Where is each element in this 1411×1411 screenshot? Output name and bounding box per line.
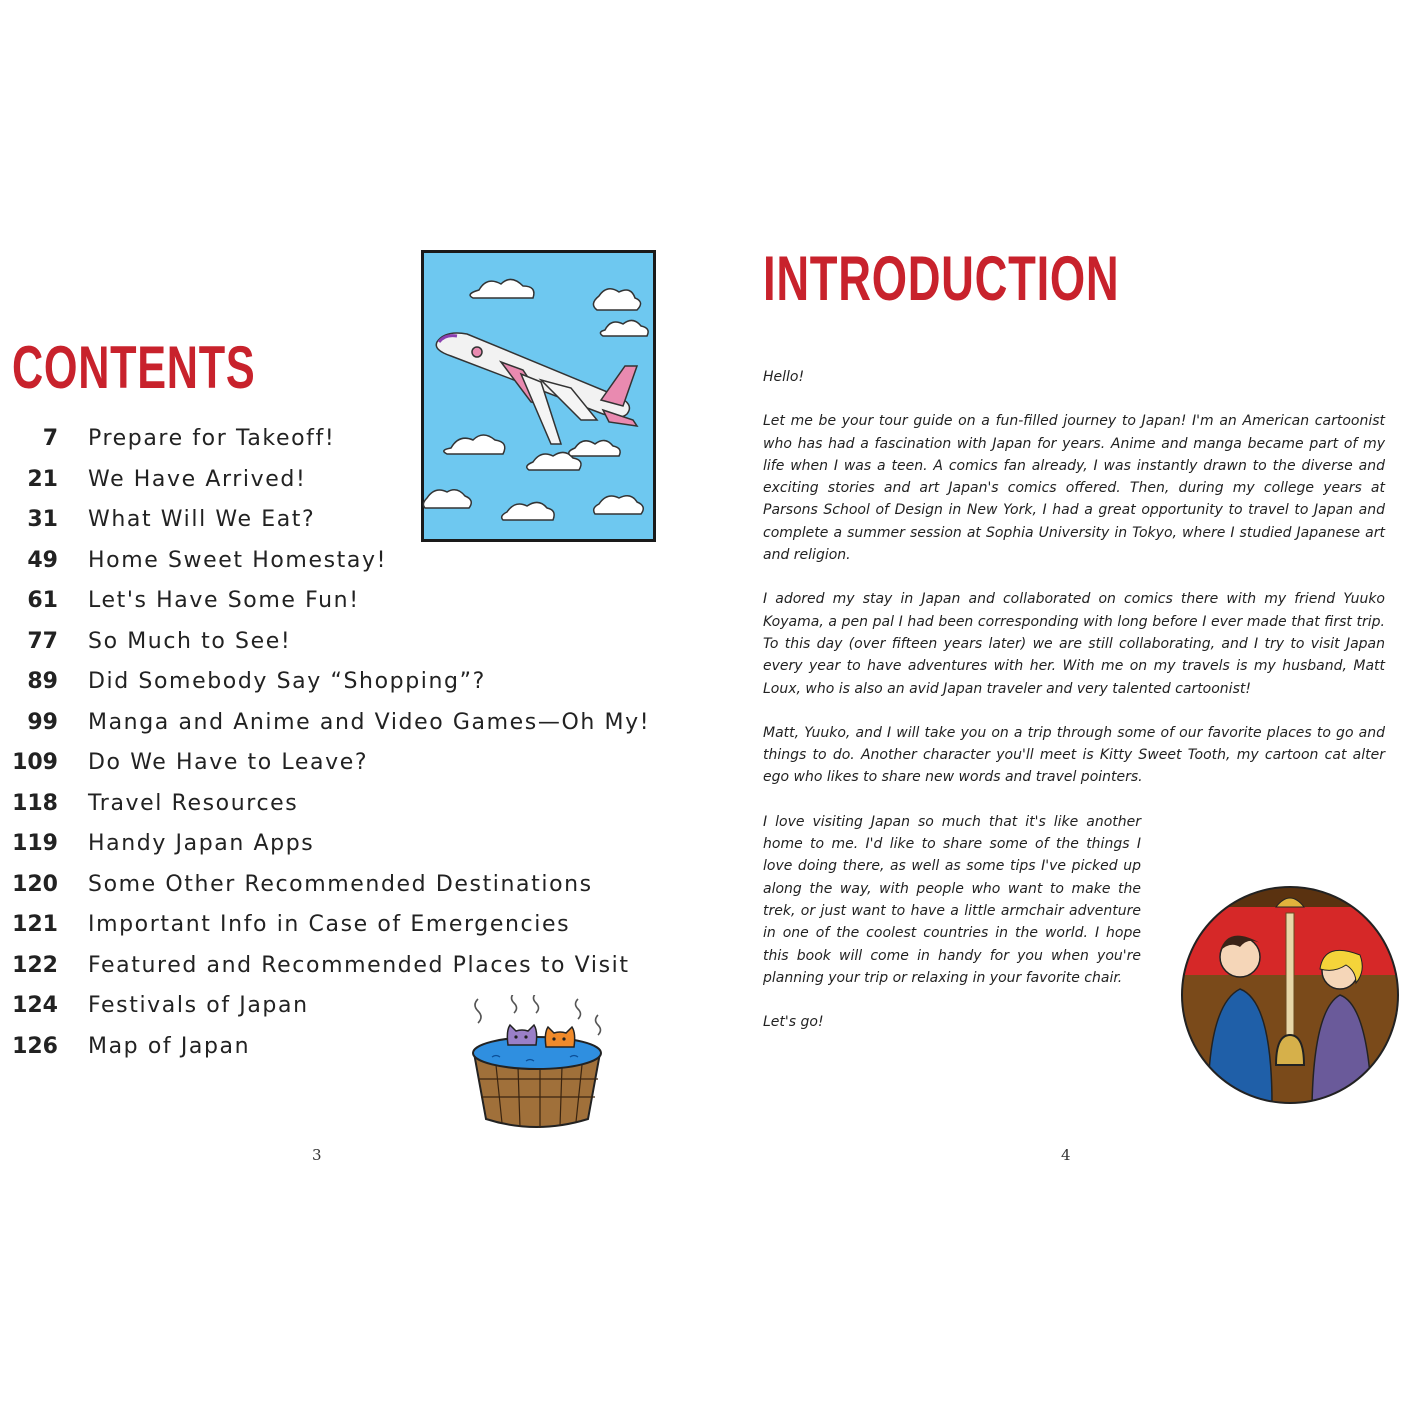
toc-page-number: 89	[27, 669, 58, 694]
toc-chapter-title: Some Other Recommended Destinations	[88, 871, 593, 897]
cat-icon	[545, 1027, 574, 1047]
toc-chapter-title: Let's Have Some Fun!	[88, 588, 360, 613]
steam-icon	[475, 995, 601, 1035]
page-number: 4	[1061, 1146, 1071, 1164]
paragraph: Matt, Yuuko, and I will take you on a trip through some of our favorite places to go and things to do. Another character you'll meet is Kitty Sweet Tooth, my cartoon cat alter ego who likes to share new words and travel pointers.	[763, 724, 1385, 786]
introduction-page	[705, 0, 1411, 1411]
contents-page	[0, 0, 705, 1411]
toc-page-number: 118	[12, 790, 58, 816]
cat-icon	[507, 1025, 536, 1045]
toc-chapter-title: Do We Have to Leave?	[88, 750, 369, 775]
paragraph: Let's go!	[763, 1014, 824, 1031]
toc-chapter-title: Map of Japan	[88, 1033, 251, 1059]
toc-chapter-title: Prepare for Takeoff!	[88, 426, 336, 451]
introduction-heading: INTRODUCTION	[763, 244, 1120, 314]
toc-page-number: 109	[12, 750, 58, 775]
toc-page-number: 21	[27, 466, 58, 492]
hot-tub-cats-illustration	[466, 995, 611, 1130]
toc-page-number: 121	[12, 912, 58, 937]
toc-page-number: 61	[27, 588, 58, 613]
page-number: 3	[312, 1146, 322, 1164]
toc-page-number: 49	[27, 547, 58, 573]
bell-icon	[1276, 1035, 1304, 1065]
paragraph: Hello!	[763, 369, 805, 385]
toc-chapter-title: Travel Resources	[88, 790, 299, 816]
characters-at-temple-illustration	[1180, 885, 1400, 1105]
toc-page-number: 31	[27, 507, 58, 532]
toc-chapter-title: Home Sweet Homestay!	[88, 547, 387, 573]
toc-chapter-title: Featured and Recommended Places to Visit	[88, 952, 630, 978]
toc-page-number: 99	[27, 709, 58, 735]
toc-page-number: 126	[12, 1033, 58, 1059]
toc-page-number: 119	[12, 831, 58, 856]
toc-chapter-title: Festivals of Japan	[88, 993, 309, 1018]
paragraph: I love visiting Japan so much that it's like another home to me. I'd like to share some of the things I love doing there, as well as some tips I've picked up along the way, with people who want to make the trek, or just want to have a little armchair adventure in one of the coolest countries in the world. I hope this book will come in handy for you when you're planning your trip or relaxing in your favorite chair.	[763, 813, 1141, 986]
toc-page-number: 120	[12, 871, 58, 897]
contents-heading: CONTENTS	[12, 334, 256, 401]
toc-chapter-title: We Have Arrived!	[88, 466, 307, 492]
toc-chapter-title: What Will We Eat?	[88, 507, 316, 532]
toc-page-number: 122	[12, 952, 58, 978]
toc-chapter-title: Manga and Anime and Video Games—Oh My!	[88, 709, 651, 735]
airplane-illustration	[421, 250, 656, 542]
toc-chapter-title: Did Somebody Say “Shopping”?	[88, 669, 486, 694]
toc-chapter-title: Important Info in Case of Emergencies	[88, 912, 571, 937]
paragraph: I adored my stay in Japan and collaborated on comics there with my friend Yuuko Koyama, a pen pal I had been corresponding with long before I ever made that first trip. To this day (over fifteen years later) we are still collaborating, and I try to visit Japan every year to have adventures with her. With me on my travels is my husband, Matt Loux, who is also an avid Japan traveler and very talented cartoonist!	[763, 591, 1385, 697]
toc-page-number: 124	[12, 993, 58, 1018]
toc-chapter-title: Handy Japan Apps	[88, 831, 315, 856]
toc-chapter-title: So Much to See!	[88, 628, 292, 654]
paragraph: Let me be your tour guide on a fun-filled journey to Japan! I'm an American cartoonist who has had a fascination with Japan for years. Anime and manga became part of my life when I was a teen. A comics fan already, I was instantly drawn to the diverse and exciting stories and art Japan's comics offered. Then, during my college years at Parsons School of Design in New York, I had a great opportunity to travel to Japan and complete a summer session at Sophia University in Tokyo, where I studied Japanese art and religion.	[763, 413, 1385, 564]
toc-page-number: 7	[42, 426, 58, 451]
toc-page-number: 77	[27, 628, 58, 654]
